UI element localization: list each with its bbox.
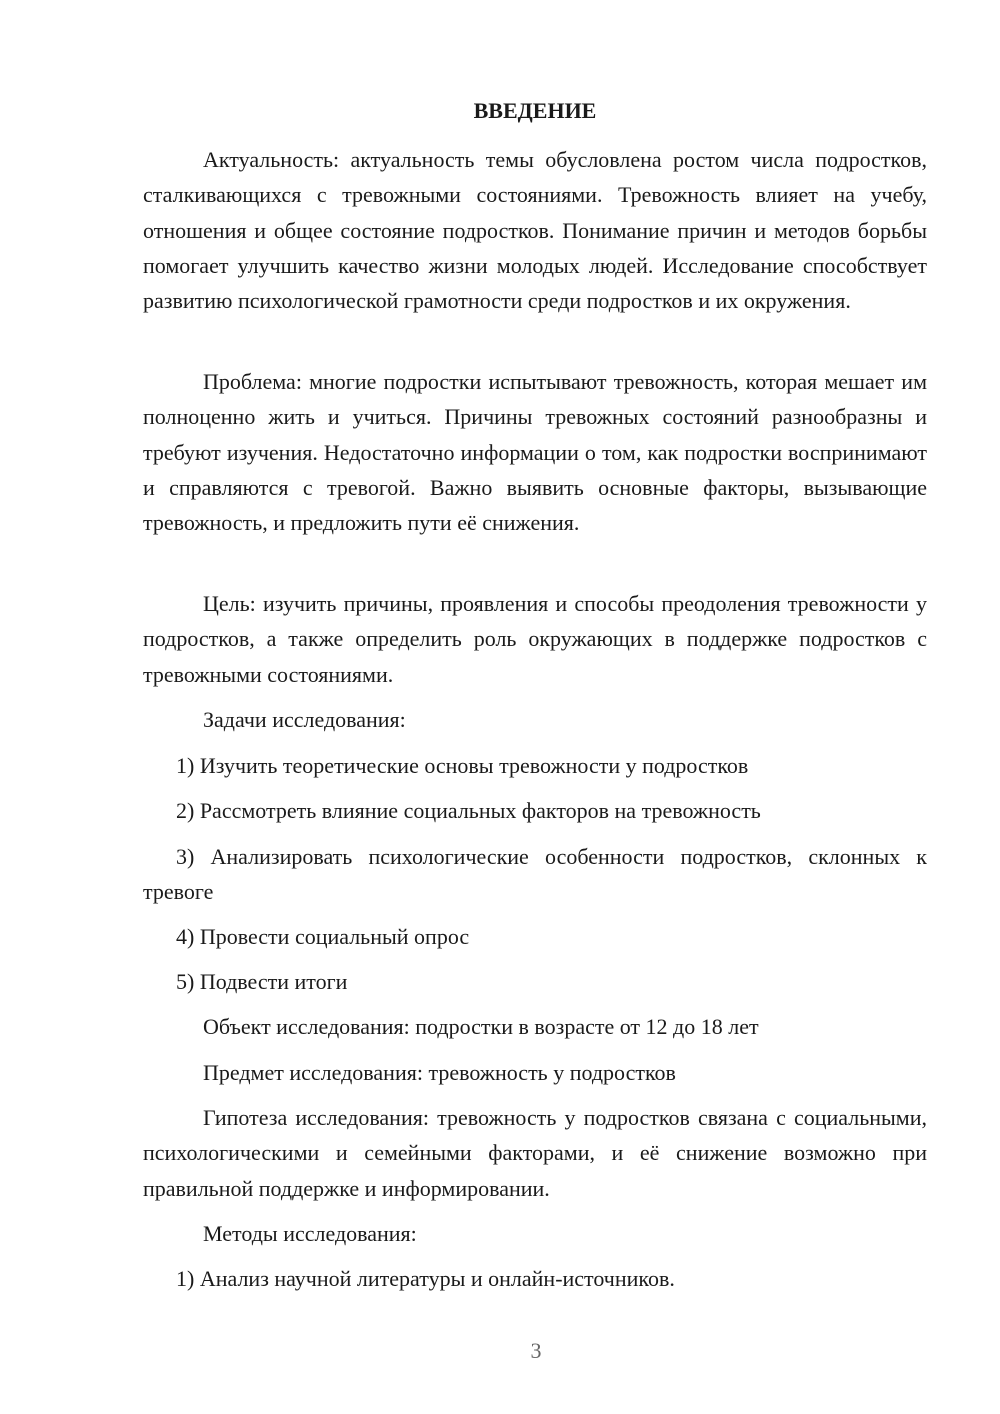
hypothesis-paragraph: Гипотеза исследования: тревожность у подростков связана с социальными, психологическими и семейными факторами, и её снижение возможно при правильной поддержке и информировании.	[143, 1105, 927, 1201]
tasks-list-item	[143, 919, 927, 954]
task-item-3: 3) Анализировать психологические особенности подростков, склонных к тревоге	[143, 844, 927, 905]
hypothesis-section	[143, 1100, 927, 1206]
problem-section	[143, 364, 927, 540]
task-item-1: 1) Изучить теоретические основы тревожности у подростков	[176, 753, 749, 778]
relevance-section	[143, 142, 927, 318]
task-item-5: 5) Подвести итоги	[176, 969, 348, 994]
subject-paragraph: Предмет исследования: тревожность у подростков	[203, 1060, 676, 1085]
problem-paragraph: Проблема: многие подростки испытывают тревожность, которая мешает им полноценно жить и учиться. Причины тревожных состояний разнообразны и требуют изучения. Недостаточно информации о том, как подростки воспринимают и справляются с тревогой. Важно выявить основные факторы, вызывающие тревожность, и предложить пути её снижения.	[143, 369, 927, 536]
page-title: ВВЕДЕНИЕ	[473, 98, 597, 123]
method-item-1: 1) Анализ научной литературы и онлайн-источников.	[176, 1266, 675, 1291]
tasks-list-item	[143, 839, 927, 910]
tasks-list-item	[143, 964, 927, 999]
tasks-list-item	[143, 793, 927, 828]
object-paragraph: Объект исследования: подростки в возрасте от 12 до 18 лет	[203, 1014, 759, 1039]
object-section	[143, 1009, 927, 1044]
relevance-paragraph: Актуальность: актуальность темы обусловлена ростом числа подростков, сталкивающихся с тревожными состояниями. Тревожность влияет на учебу, отношения и общее состояние подростков. Понимание причин и методов борьбы помогает улучшить качество жизни молодых людей. Исследование способствует развитию психологической грамотности среди подростков и их окружения.	[143, 147, 927, 314]
task-item-2: 2) Рассмотреть влияние социальных факторов на тревожность	[176, 798, 761, 823]
tasks-title: Задачи исследования:	[203, 707, 406, 732]
methods-title-section	[143, 1216, 927, 1251]
page-number: 3	[530, 1338, 542, 1363]
goal-section	[143, 586, 927, 692]
subject-section	[143, 1055, 927, 1090]
tasks-list-item	[143, 748, 927, 783]
task-item-4: 4) Провести социальный опрос	[176, 924, 470, 949]
methods-title: Методы исследования:	[203, 1221, 417, 1246]
tasks-title-section	[143, 702, 927, 737]
methods-list-item	[143, 1261, 927, 1296]
goal-paragraph: Цель: изучить причины, проявления и способы преодоления тревожности у подростков, а также определить роль окружающих в поддержке подростков с тревожными состояниями.	[143, 591, 927, 687]
